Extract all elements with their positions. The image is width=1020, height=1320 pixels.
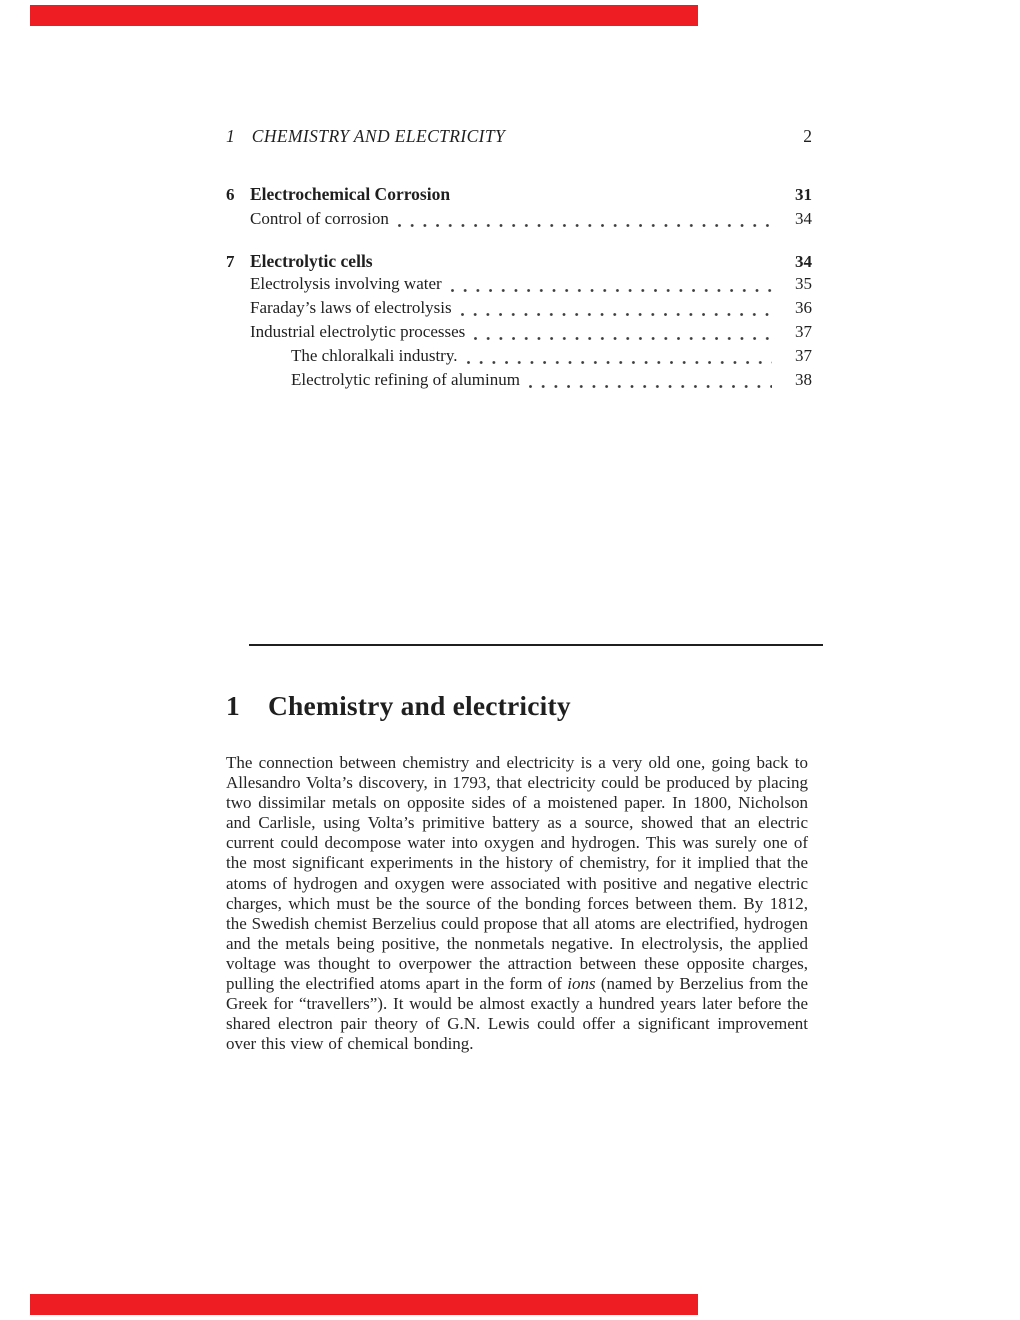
toc-leader-dots — [467, 360, 773, 365]
section-divider-rule — [249, 644, 823, 646]
toc-entry-title: The chloralkali industry. — [291, 346, 458, 365]
toc-leader-dots — [529, 384, 772, 389]
toc-entry-row — [226, 346, 812, 368]
header-page-number: 2 — [803, 126, 812, 146]
running-header — [226, 126, 812, 147]
toc-entry-title: Industrial electrolytic processes — [250, 322, 466, 341]
toc-section-page: 34 — [795, 252, 812, 271]
chapter-number: 1 — [226, 690, 240, 721]
toc-section-title: Electrochemical Corrosion — [250, 184, 451, 204]
toc-entry-title: Electrolytic refining of aluminum — [291, 370, 520, 389]
paragraph-text-after: (named by Berzelius from the Greek for “travellers”). It would be almost exactly a hundred years later before the shared electron pair theory of G.N. Lewis could offer a significant improvement over this view of chemical bonding. — [226, 974, 808, 1054]
toc-entry-page: 38 — [795, 370, 812, 389]
toc-section-number: 6 — [226, 185, 235, 204]
toc-entry-page: 37 — [795, 322, 812, 341]
header-section-number: 1 — [226, 126, 235, 146]
toc-entry-row — [226, 322, 812, 344]
toc-section-title: Electrolytic cells — [250, 251, 373, 271]
toc-section-page: 31 — [795, 185, 812, 204]
toc-spacer — [459, 198, 772, 203]
bottom-red-bar — [30, 1294, 698, 1315]
toc-leader-dots — [474, 336, 772, 341]
toc-entry-page: 37 — [795, 346, 812, 365]
toc-section-row — [226, 251, 812, 273]
toc-entry-page: 35 — [795, 274, 812, 293]
toc-entry-row — [226, 370, 812, 392]
paragraph-text-before: The connection between chemistry and electricity is a very old one, going back to Allesandro Volta’s discovery, in 1793, that electricity could be produced by placing two dissimilar metals on opposite sides of a moistened paper. In 1800, Nicholson and Carlisle, using Volta’s primitive battery as a source, showed that an electric current could decompose water into oxygen and hydrogen. This was surely one of the most significant experiments in the history of chemistry, for it implied that the atoms of hydrogen and oxygen were associated with positive and negative electric charges, which must be the source of the bonding forces between them. By 1812, the Swedish chemist Berzelius could propose that all atoms are electrified, hydrogen and the metals being positive, the nonmetals negative. In electrolysis, the applied voltage was thought to overpower the attraction between these opposite charges, pulling the electrified atoms apart in the form of — [226, 753, 808, 994]
toc-entry-title: Control of corrosion — [250, 209, 389, 228]
top-red-bar — [30, 5, 698, 26]
ions-italic-word: ions — [567, 974, 596, 994]
toc-leader-dots — [451, 288, 772, 293]
toc-entry-row — [226, 298, 812, 320]
body-paragraph — [226, 753, 808, 1054]
toc-spacer — [382, 265, 772, 270]
chapter-title: Chemistry and electricity — [268, 690, 571, 721]
toc-section-row — [226, 184, 812, 206]
toc-entry-title: Electrolysis involving water — [250, 274, 442, 293]
toc-leader-dots — [398, 223, 772, 228]
toc-entry-row — [226, 209, 812, 231]
toc-entry-row — [226, 274, 812, 296]
toc-leader-dots — [461, 312, 772, 317]
toc-entry-title: Faraday’s laws of electrolysis — [250, 298, 452, 317]
toc-entry-page: 34 — [795, 209, 812, 228]
toc-section-number: 7 — [226, 252, 235, 271]
chapter-heading — [226, 690, 571, 722]
header-title: CHEMISTRY AND ELECTRICITY — [251, 126, 506, 146]
toc-entry-page: 36 — [795, 298, 812, 317]
